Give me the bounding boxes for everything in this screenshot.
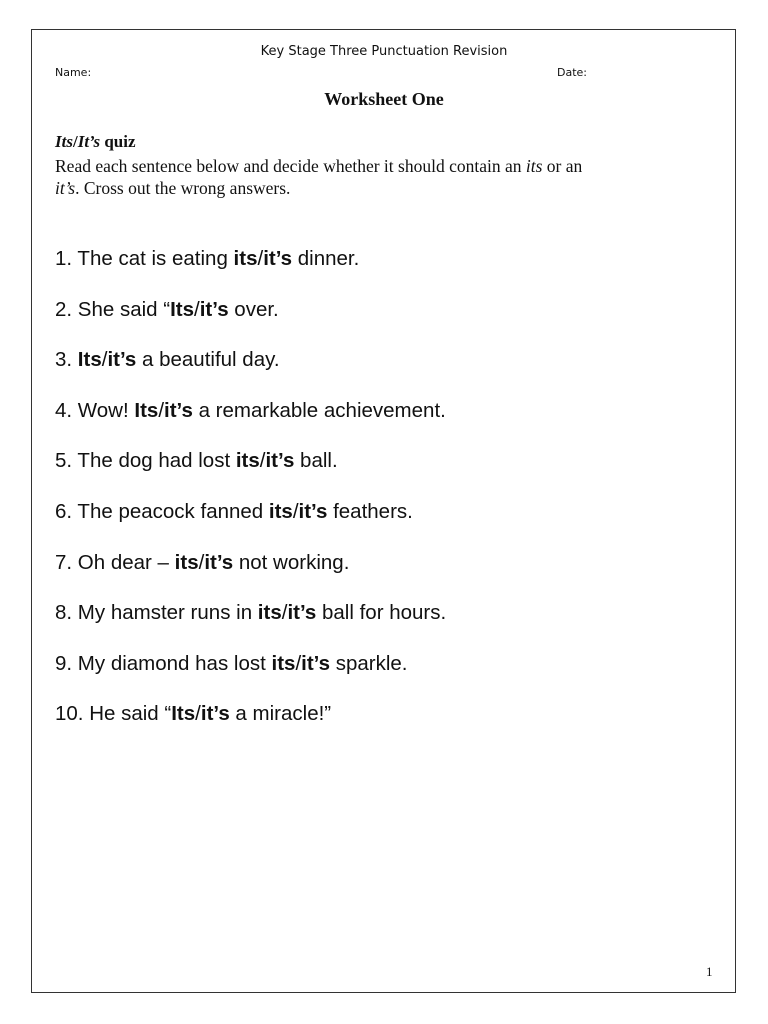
option-its[interactable]: its [235,449,260,473]
question-text-end: a beautiful day. [136,348,280,372]
option-its[interactable]: Its [77,348,102,372]
question-text: 1. The cat is eating [55,247,234,270]
option-its[interactable]: its [271,651,296,675]
question-9 [55,649,446,700]
question-2 [55,295,446,346]
question-text: 2. She said “ [55,297,171,321]
question-text-end: feathers. [327,499,413,523]
option-separator: / [281,601,288,625]
question-text: 4. Wow! [55,398,135,422]
instructions-part2: or an [542,156,583,176]
question-text: 7. Oh dear – [55,550,175,574]
question-text: 5. The dog had lost [55,449,236,473]
quiz-heading-its-apostrophe: It’s [77,132,101,151]
option-separator: / [259,449,266,473]
option-separator: / [195,702,201,726]
option-separator: / [158,398,165,422]
question-text-end: a remarkable achievement. [192,398,446,422]
question-text-end: sparkle. [330,651,408,675]
page-number: 1 [706,964,713,979]
quiz-heading-its: Its [55,132,73,151]
option-it-s[interactable]: it’s [263,247,293,270]
name-label: Name: [55,66,92,79]
option-separator: / [257,247,264,270]
option-separator: / [292,499,299,523]
option-it-s[interactable]: it’s [204,550,234,574]
option-its[interactable]: Its [134,398,159,422]
option-its[interactable]: its [268,499,293,523]
option-it-s[interactable]: it’s [265,449,295,473]
question-3 [55,345,446,396]
question-6 [55,497,446,548]
option-it-s[interactable]: it’s [199,297,229,321]
question-7 [55,548,446,599]
option-it-s[interactable]: it’s [301,651,330,675]
option-its[interactable]: Its [171,702,196,726]
option-its[interactable]: its [174,550,199,574]
option-it-s[interactable]: it’s [164,398,193,422]
question-1 [55,244,446,295]
question-text: 10. He said “ [55,702,172,726]
question-8 [55,598,446,649]
option-it-s[interactable]: it’s [287,601,317,625]
instructions [55,155,695,199]
question-text: 9. My diamond has lost [55,651,272,675]
question-5 [55,446,446,497]
instructions-part3: . Cross out the wrong answers. [75,178,291,198]
question-text: 8. My hamster runs in [55,601,258,625]
option-separator: / [295,651,302,675]
quiz-heading-sep: / [72,132,78,151]
instructions-its: its [525,156,543,176]
option-separator: / [101,348,108,372]
question-text-end: dinner. [292,247,360,270]
instructions-part1: Read each sentence below and decide whether it should contain an [55,156,526,176]
question-text: 3. [55,348,78,372]
option-it-s[interactable]: it’s [298,499,328,523]
option-its[interactable]: Its [170,297,195,321]
question-text-end: over. [228,297,279,321]
option-it-s[interactable]: it’s [200,702,230,726]
question-text-end: not working. [233,550,350,574]
option-separator: / [198,550,205,574]
worksheet-title: Worksheet One [324,89,444,109]
question-10 [55,699,446,750]
date-label: Date: [557,66,587,79]
question-text-end: a miracle!” [229,702,332,726]
quiz-heading [55,132,136,152]
question-list [55,244,446,750]
header-title: Key Stage Three Punctuation Revision [260,44,508,59]
instructions-its-apostrophe: it’s [55,178,76,198]
question-text-end: ball for hours. [316,601,447,625]
question-text-end: ball. [294,449,338,473]
quiz-heading-suffix: quiz [100,132,136,151]
question-text: 6. The peacock fanned [55,499,269,523]
question-4 [55,396,446,447]
option-it-s[interactable]: it’s [107,348,137,372]
option-its[interactable]: its [233,247,258,270]
option-separator: / [194,297,200,321]
option-its[interactable]: its [257,601,282,625]
